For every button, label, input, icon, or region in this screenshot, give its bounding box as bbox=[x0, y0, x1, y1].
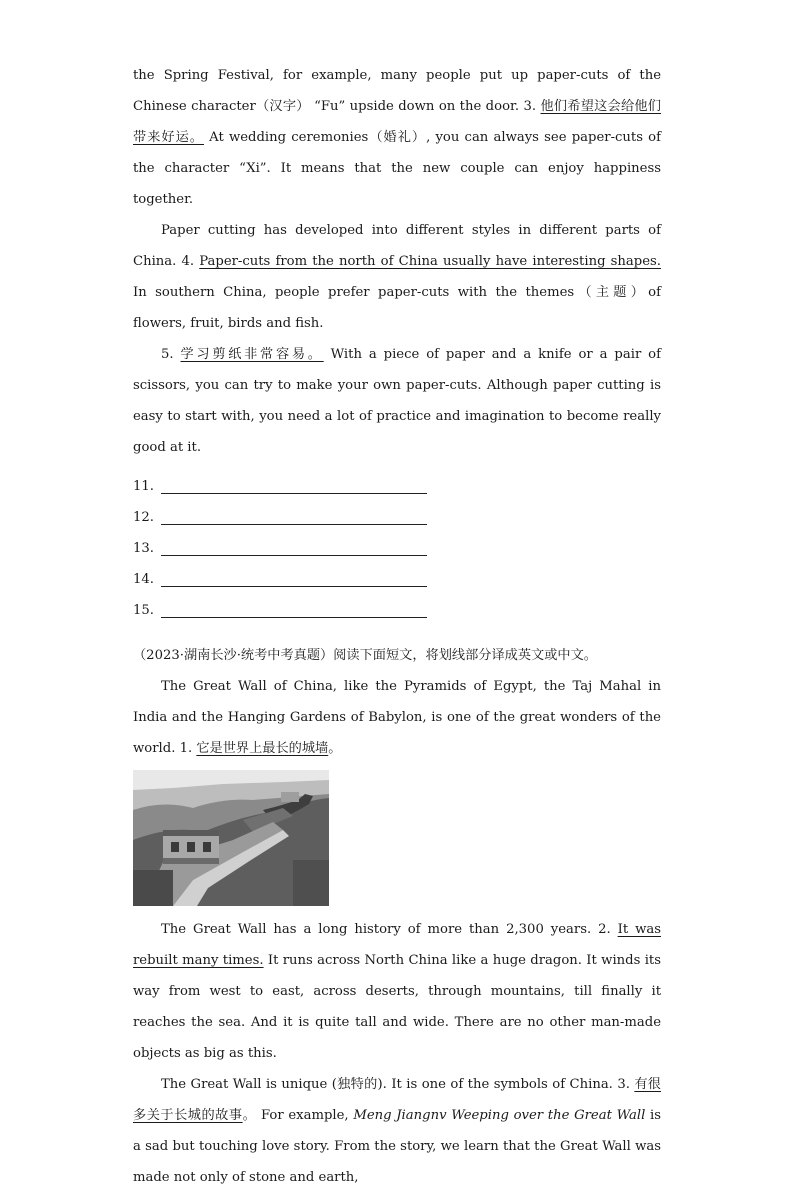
paragraph-great-wall-intro: The Great Wall of China, like the Pyramids of Egypt, the Taj Mahal in India and the Hanging Gardens of Babylon, is one of the great wonders of the world. 1. 它是世界上最长的城墙。 bbox=[133, 679, 661, 756]
answer-line-11[interactable]: 11. bbox=[133, 463, 661, 494]
document-page bbox=[133, 60, 661, 1193]
underlined-sentence-3-cn: 有很多关于长城的故事 bbox=[133, 1077, 661, 1123]
paragraph-spring-festival: the Spring Festival, for example, many people put up paper-cuts of the Chinese character（汉字） “Fu” upside down on the door. 3. 他们希望这会给他们带来好运。 At wedding ceremonies（婚礼）, you can always see paper-cuts of the character “Xi”. It means that the new couple can enjoy happiness together. bbox=[133, 68, 661, 207]
great-wall-image bbox=[133, 770, 329, 906]
underlined-sentence-2: It was rebuilt many times. bbox=[133, 922, 661, 968]
paragraph-learning: 5. 学习剪纸非常容易。 With a piece of paper and a knife or a pair of scissors, you can try to make your own paper-cuts. Although paper cutting is easy to start with, you need a lot of practice and imagination to become really good at it. bbox=[133, 347, 661, 455]
paragraph-great-wall-history: The Great Wall has a long history of more than 2,300 years. 2. It was rebuilt many times. It runs across North China like a huge dragon. It winds its way from west to east, across deserts, through mountains, till finally it reaches the sea. And it is quite tall and wide. There are no other man-made objects as big as this. bbox=[133, 922, 661, 1061]
paragraph-great-wall-unique: The Great Wall is unique (独特的). It is one of the symbols of China. 3. 有很多关于长城的故事。 For example, Meng Jiangnv Weeping over the Great Wall is a sad but touching love story. From the story, we learn that the Great Wall was made not only of stone and earth, bbox=[133, 1077, 661, 1185]
paragraph-styles: Paper cutting has developed into different styles in different parts of China. 4. Paper-cuts from the north of China usually have interesting shapes. In southern China, people prefer paper-cuts with the themes（主题）of flowers, fruit, birds and fish. bbox=[133, 223, 661, 331]
answer-line-13[interactable]: 13. bbox=[133, 525, 661, 556]
story-title: Meng Jiangnv Weeping over the Great Wall bbox=[353, 1108, 646, 1123]
underlined-sentence-3: 他们希望这会给他们带来好运。 bbox=[133, 99, 661, 145]
underlined-sentence-1: 它是世界上最长的城墙 bbox=[196, 741, 329, 756]
underlined-sentence-5: 学习剪纸非常容易。 bbox=[180, 347, 324, 362]
great-wall-photo bbox=[133, 770, 329, 906]
answer-line-14[interactable]: 14. bbox=[133, 556, 661, 587]
answer-line-12[interactable]: 12. bbox=[133, 494, 661, 525]
answer-blanks bbox=[133, 463, 661, 618]
question-header: （2023·湖南长沙·统考中考真题）阅读下面短文，将划线部分译成英文或中文。 bbox=[133, 648, 597, 663]
answer-line-15[interactable]: 15. bbox=[133, 587, 661, 618]
underlined-sentence-4: Paper-cuts from the north of China usually have interesting shapes. bbox=[199, 254, 661, 269]
